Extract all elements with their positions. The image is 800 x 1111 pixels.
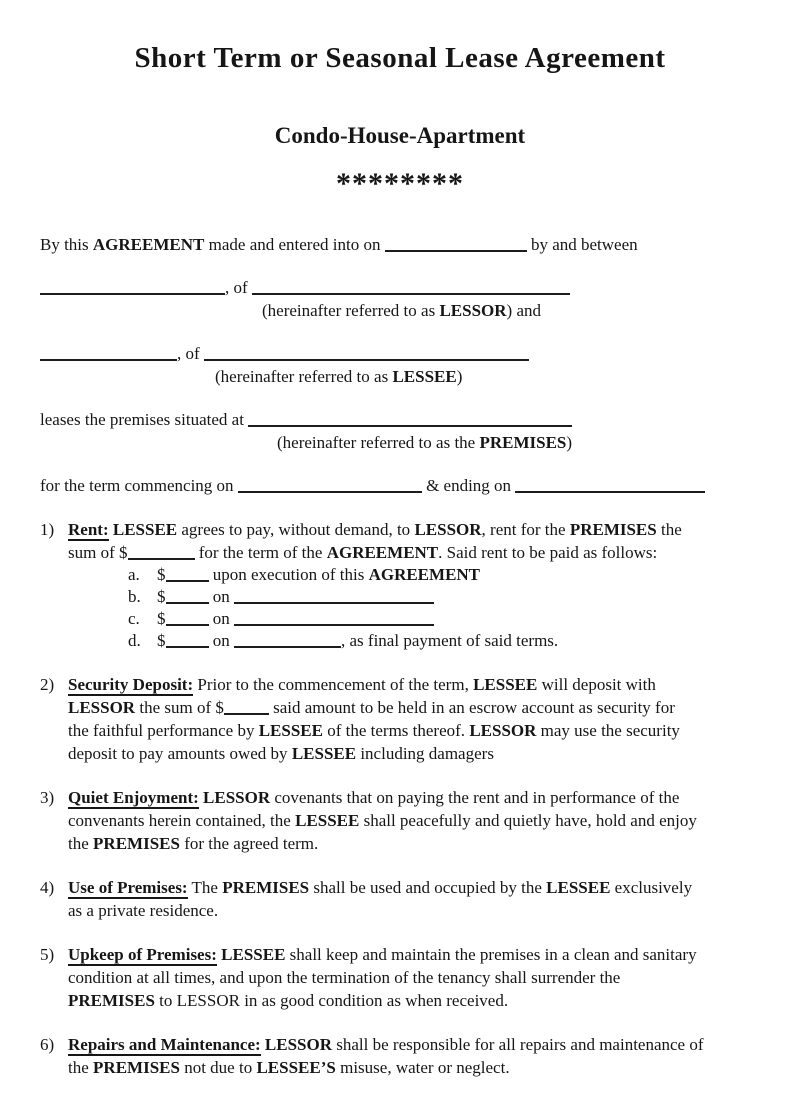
text-segment: ): [566, 433, 573, 452]
section-number: 1): [40, 520, 55, 539]
text-segment: covenants that on paying the rent and in performance of the: [270, 788, 680, 807]
blank-fill-line: [385, 237, 527, 252]
text-segment: convenants herein contained, the: [68, 811, 296, 830]
section-upkeep-of-premises-text: [68, 943, 760, 1012]
blank-fill-line: [166, 589, 209, 604]
text-segment: the: [68, 1058, 94, 1077]
text-segment: LESSEE: [295, 811, 360, 830]
text-segment: LESSOR: [469, 721, 537, 740]
document-subtitle: Condo-House-Apartment: [274, 123, 526, 148]
lessee-name-line: [40, 342, 760, 365]
text-segment: LESSEE: [546, 878, 611, 897]
text-segment: to LESSOR in as good condition as when received.: [154, 991, 509, 1010]
text-segment: for the term commencing on: [40, 476, 238, 495]
subitem-text: [157, 630, 558, 652]
subitem-text: [157, 586, 434, 608]
blank-fill-line: [248, 412, 572, 427]
section-number: 5): [40, 945, 55, 964]
section-number: 6): [40, 1035, 55, 1054]
text-segment: AGREEMENT: [368, 565, 481, 584]
section-rent: [40, 518, 760, 652]
text-segment: LESSOR: [203, 788, 271, 807]
text-segment: LESSOR: [264, 1035, 333, 1054]
text-segment: PREMISES: [479, 433, 567, 452]
blank-fill-line: [166, 611, 209, 626]
text-segment: . Said rent to be paid as follows:: [438, 543, 658, 562]
subitem-letter: d.: [128, 631, 141, 650]
text-segment: on: [208, 609, 234, 628]
section-number: 4): [40, 878, 55, 897]
text-segment: exclusively: [610, 878, 693, 897]
term-line: [40, 474, 760, 497]
lessee-clause: [215, 365, 760, 388]
text-segment: LESSEE: [291, 744, 357, 763]
section-use-of-premises: [40, 876, 760, 922]
rent-subitem-a: [128, 564, 760, 586]
text-segment: for the term of the: [194, 543, 327, 562]
subitem-letter: c.: [128, 609, 140, 628]
text-segment: said amount to be held in an escrow account as security for: [268, 698, 675, 717]
text-segment: PREMISES: [68, 991, 155, 1010]
text-segment: ) and: [506, 301, 541, 320]
text-segment: (hereinafter referred to as the: [277, 433, 480, 452]
blank-fill-line: [166, 633, 209, 648]
blank-fill-line: [204, 346, 529, 361]
text-segment: the faithful performance by: [68, 721, 259, 740]
blank-fill-line: [515, 478, 705, 493]
text-segment: sum of $: [68, 543, 128, 562]
text-segment: shall keep and maintain the premises in a clean and sanitary: [285, 945, 697, 964]
text-segment: & ending on: [421, 476, 516, 495]
text-segment: (hereinafter referred to as: [215, 367, 393, 386]
text-segment: $: [157, 587, 166, 606]
text-segment: (hereinafter referred to as: [262, 301, 440, 320]
blank-fill-line: [40, 346, 177, 361]
asterisk-divider: ********: [336, 167, 464, 200]
text-segment: LESSEE: [258, 721, 323, 740]
text-segment: LESSOR: [68, 698, 136, 717]
text-segment: AGREEMENT: [92, 235, 205, 254]
text-segment: the: [656, 520, 682, 539]
section-rent-text: [68, 518, 760, 564]
text-segment: , rent for the: [481, 520, 570, 539]
text-segment: LESSEE: [392, 367, 457, 386]
text-segment: ): [456, 367, 463, 386]
blank-fill-line: [238, 478, 422, 493]
blank-fill-line: [252, 280, 570, 295]
text-segment: agrees to pay, without demand, to: [177, 520, 415, 539]
text-segment: LESSOR: [439, 301, 507, 320]
text-segment: PREMISES: [93, 1058, 180, 1077]
rent-subitem-c: [128, 608, 760, 630]
text-segment: for the agreed term.: [179, 834, 319, 853]
text-segment: LESSEE: [221, 945, 286, 964]
blank-fill-line: [128, 545, 195, 560]
document-title: Short Term or Seasonal Lease Agreement: [134, 42, 666, 74]
section-heading: Security Deposit:: [68, 675, 194, 694]
section-heading: Quiet Enjoyment:: [68, 788, 199, 807]
text-segment: PREMISES: [222, 878, 310, 897]
text-segment: including damagers: [356, 744, 494, 763]
section-number: 2): [40, 675, 55, 694]
rent-payment-schedule: [128, 564, 760, 652]
section-upkeep-of-premises: [40, 943, 760, 1012]
rent-subitem-b: [128, 586, 760, 608]
section-quiet-enjoyment: [40, 786, 760, 855]
blank-fill-line: [224, 700, 269, 715]
premises-clause: [277, 431, 760, 454]
section-quiet-enjoyment-text: [68, 786, 760, 855]
subitem-letter: a.: [128, 565, 140, 584]
subitem-text: [157, 608, 434, 630]
lessor-clause: [262, 299, 760, 322]
section-number: 3): [40, 788, 55, 807]
intro-block: [40, 233, 760, 497]
text-segment: Prior to the commencement of the term,: [193, 675, 474, 694]
text-segment: condition at all times, and upon the termination of the tenancy shall surrender the: [68, 968, 621, 987]
text-segment: will deposit with: [537, 675, 656, 694]
section-repairs-and-maintenance: [40, 1033, 760, 1079]
section-heading: Use of Premises:: [68, 878, 188, 897]
text-segment: LESSOR: [414, 520, 482, 539]
text-segment: the sum of $: [135, 698, 224, 717]
text-segment: The: [187, 878, 223, 897]
text-segment: shall peacefully and quietly have, hold and enjoy: [359, 811, 697, 830]
text-segment: shall be used and occupied by the: [309, 878, 547, 897]
text-segment: of the terms thereof.: [322, 721, 470, 740]
subitem-letter: b.: [128, 587, 141, 606]
rent-subitem-d: [128, 630, 760, 652]
text-segment: leases the premises situated at: [40, 410, 249, 429]
section-use-of-premises-text: [68, 876, 760, 922]
text-segment: $: [157, 565, 166, 584]
section-security-deposit: [40, 673, 760, 765]
blank-fill-line: [234, 611, 434, 626]
text-segment: may use the security: [536, 721, 680, 740]
text-segment: not due to: [179, 1058, 257, 1077]
text-segment: $: [157, 631, 166, 650]
blank-fill-line: [234, 589, 434, 604]
text-segment: By this: [40, 235, 93, 254]
agreement-date-line: [40, 233, 760, 256]
section-security-deposit-text: [68, 673, 760, 765]
text-segment: LESSEE: [112, 520, 178, 539]
text-segment: PREMISES: [93, 834, 180, 853]
text-segment: made and entered into on: [204, 235, 385, 254]
text-segment: misuse, water or neglect.: [335, 1058, 510, 1077]
subitem-text: [157, 564, 480, 586]
text-segment: AGREEMENT: [326, 543, 439, 562]
text-segment: shall be responsible for all repairs and maintenance of: [332, 1035, 704, 1054]
text-segment: on: [208, 631, 234, 650]
text-segment: $: [157, 609, 166, 628]
section-heading: Repairs and Maintenance:: [68, 1035, 261, 1054]
text-segment: upon execution of this: [208, 565, 369, 584]
section-heading: Rent:: [68, 520, 109, 539]
lessor-name-line: [40, 276, 760, 299]
blank-fill-line: [40, 280, 225, 295]
text-segment: LESSEE: [473, 675, 538, 694]
premises-line: [40, 408, 760, 431]
text-segment: , as final payment of said terms.: [341, 631, 559, 650]
blank-fill-line: [234, 633, 341, 648]
text-segment: , of: [177, 344, 204, 363]
text-segment: PREMISES: [569, 520, 657, 539]
text-segment: as a private residence.: [68, 901, 219, 920]
text-segment: the: [68, 834, 94, 853]
section-repairs-and-maintenance-text: [68, 1033, 760, 1079]
text-segment: deposit to pay amounts owed by: [68, 744, 292, 763]
blank-fill-line: [166, 567, 209, 582]
text-segment: on: [208, 587, 234, 606]
text-segment: , of: [225, 278, 252, 297]
text-segment: LESSEE’S: [256, 1058, 336, 1077]
text-segment: by and between: [526, 235, 638, 254]
section-heading: Upkeep of Premises:: [68, 945, 217, 964]
